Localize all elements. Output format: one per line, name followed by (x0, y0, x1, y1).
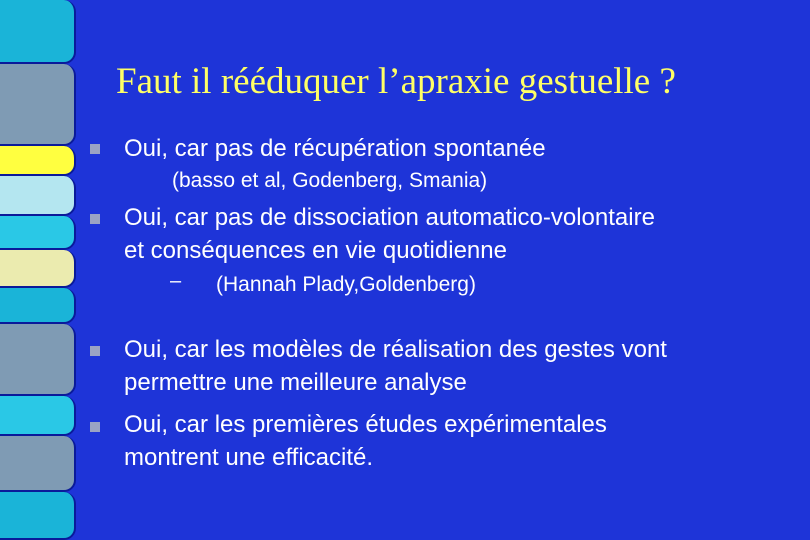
decor-tile (0, 216, 76, 250)
sub-bullet-dash: – (170, 270, 182, 292)
bullet-square-icon (90, 144, 100, 154)
bullet-square-icon (90, 346, 100, 356)
bullet-2-line-2: et conséquences en vie quotidienne (124, 237, 507, 264)
decor-tile (0, 396, 76, 436)
bullet-1-text: Oui, car pas de récupération spontanée (124, 135, 546, 162)
bullet-square-icon (90, 214, 100, 224)
bullet-3-line-2: permettre une meilleure analyse (124, 369, 467, 396)
bullet-1-citation: (basso et al, Godenberg, Smania) (172, 169, 488, 192)
bullet-square-icon (90, 422, 100, 432)
decorative-tile-strip (0, 0, 76, 540)
bullet-2-line-1: Oui, car pas de dissociation automatico-volontaire (124, 204, 655, 231)
decor-tile (0, 250, 76, 288)
bullet-3-line-1: Oui, car les modèles de réalisation des gestes vont (124, 336, 667, 363)
decor-tile (0, 436, 76, 492)
decor-tile (0, 176, 76, 216)
decor-tile (0, 0, 76, 64)
decor-tile (0, 146, 76, 176)
decor-tile (0, 64, 76, 146)
bullet-4-line-1: Oui, car les premières études expérimentales (124, 411, 607, 438)
decor-tile (0, 492, 76, 540)
bullet-4-line-2: montrent une efficacité. (124, 444, 374, 471)
decor-tile (0, 324, 76, 396)
bullet-2-sub-text: (Hannah Plady,Goldenberg) (216, 273, 476, 296)
slide-title: Faut il rééduquer l’apraxie gestuelle ? (116, 61, 676, 102)
decor-tile (0, 288, 76, 324)
